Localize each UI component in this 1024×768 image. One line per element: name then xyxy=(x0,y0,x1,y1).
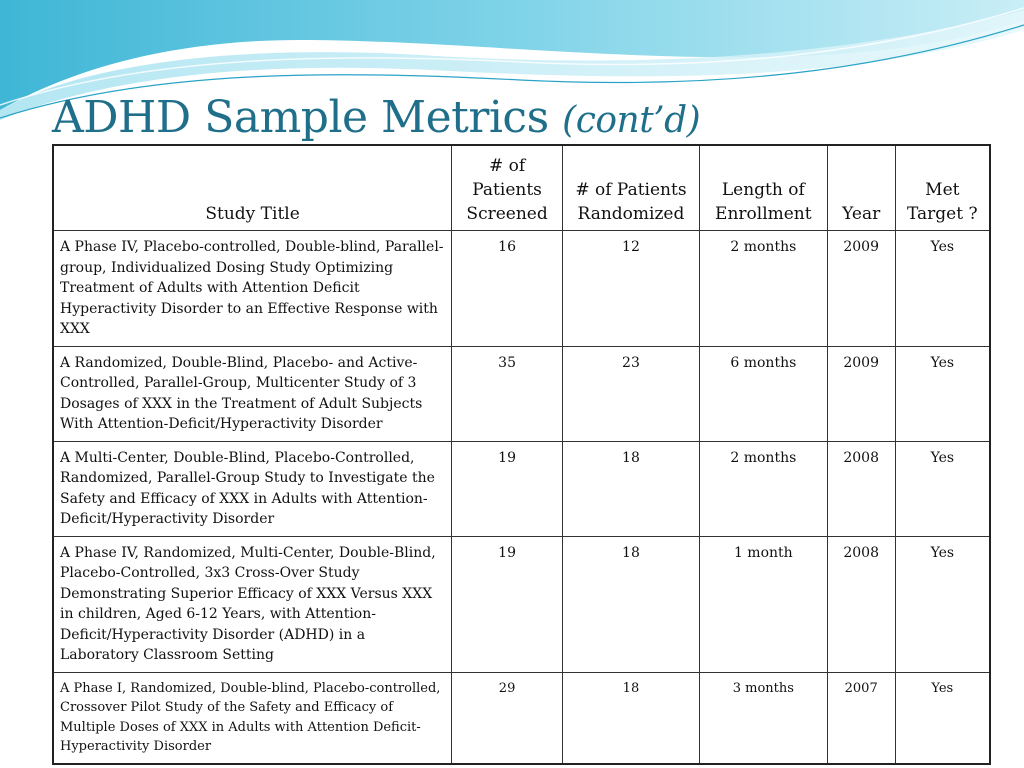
cell-study-title: A Phase I, Randomized, Double-blind, Placebo-controlled, Crossover Pilot Study of the Safety and Efficacy of Multiple Doses of XXX in Adults with Attention Deficit-Hyperactivity Disorder xyxy=(53,672,452,764)
cell-year: 2009 xyxy=(827,346,895,441)
cell-screened: 16 xyxy=(452,231,563,347)
cell-met-target: Yes xyxy=(895,536,990,672)
cell-enrollment: 3 months xyxy=(699,672,827,764)
slide-title-suffix: (cont’d) xyxy=(562,100,701,141)
cell-enrollment: 2 months xyxy=(699,441,827,536)
table-row xyxy=(53,536,990,672)
cell-year: 2007 xyxy=(827,672,895,764)
table-row xyxy=(53,346,990,441)
cell-study-title: A Phase IV, Randomized, Multi-Center, Double-Blind, Placebo-Controlled, 3x3 Cross-Over Study Demonstrating Superior Efficacy of XXX Versus XXX in children, Aged 6-12 Years, with Attention-Deficit/Hyperactivity Disorder (ADHD) in a Laboratory Classroom Setting xyxy=(53,536,452,672)
table-row xyxy=(53,231,990,347)
slide-title-main: ADHD Sample Metrics xyxy=(52,92,549,143)
slide-title xyxy=(52,92,700,143)
cell-randomized: 23 xyxy=(563,346,700,441)
cell-met-target: Yes xyxy=(895,346,990,441)
cell-screened: 29 xyxy=(452,672,563,764)
cell-study-title: A Phase IV, Placebo-controlled, Double-blind, Parallel-group, Individualized Dosing Study Optimizing Treatment of Adults with Attention Deficit Hyperactivity Disorder to an Effective Response with XXX xyxy=(53,231,452,347)
cell-enrollment: 1 month xyxy=(699,536,827,672)
cell-study-title: A Randomized, Double-Blind, Placebo- and Active-Controlled, Parallel-Group, Multicenter Study of 3 Dosages of XXX in the Treatment of Adult Subjects With Attention-Deficit/Hyperactivity Disorder xyxy=(53,346,452,441)
cell-randomized: 18 xyxy=(563,672,700,764)
cell-study-title: A Multi-Center, Double-Blind, Placebo-Controlled, Randomized, Parallel-Group Study to Investigate the Safety and Efficacy of XXX in Adults with Attention-Deficit/Hyperactivity Disorder xyxy=(53,441,452,536)
table-row xyxy=(53,441,990,536)
cell-enrollment: 2 months xyxy=(699,231,827,347)
header-randomized: # of Patients Randomized xyxy=(563,145,700,231)
cell-year: 2008 xyxy=(827,441,895,536)
header-met-target: Met Target ? xyxy=(895,145,990,231)
cell-randomized: 12 xyxy=(563,231,700,347)
header-screened: # of Patients Screened xyxy=(452,145,563,231)
header-year: Year xyxy=(827,145,895,231)
metrics-table xyxy=(52,144,991,765)
cell-met-target: Yes xyxy=(895,231,990,347)
header-enrollment: Length of Enrollment xyxy=(699,145,827,231)
cell-randomized: 18 xyxy=(563,441,700,536)
cell-year: 2009 xyxy=(827,231,895,347)
table-header-row xyxy=(53,145,990,231)
cell-met-target: Yes xyxy=(895,672,990,764)
cell-screened: 19 xyxy=(452,536,563,672)
cell-enrollment: 6 months xyxy=(699,346,827,441)
cell-screened: 19 xyxy=(452,441,563,536)
cell-met-target: Yes xyxy=(895,441,990,536)
table-row xyxy=(53,672,990,764)
cell-randomized: 18 xyxy=(563,536,700,672)
cell-year: 2008 xyxy=(827,536,895,672)
cell-screened: 35 xyxy=(452,346,563,441)
header-study-title: Study Title xyxy=(53,145,452,231)
